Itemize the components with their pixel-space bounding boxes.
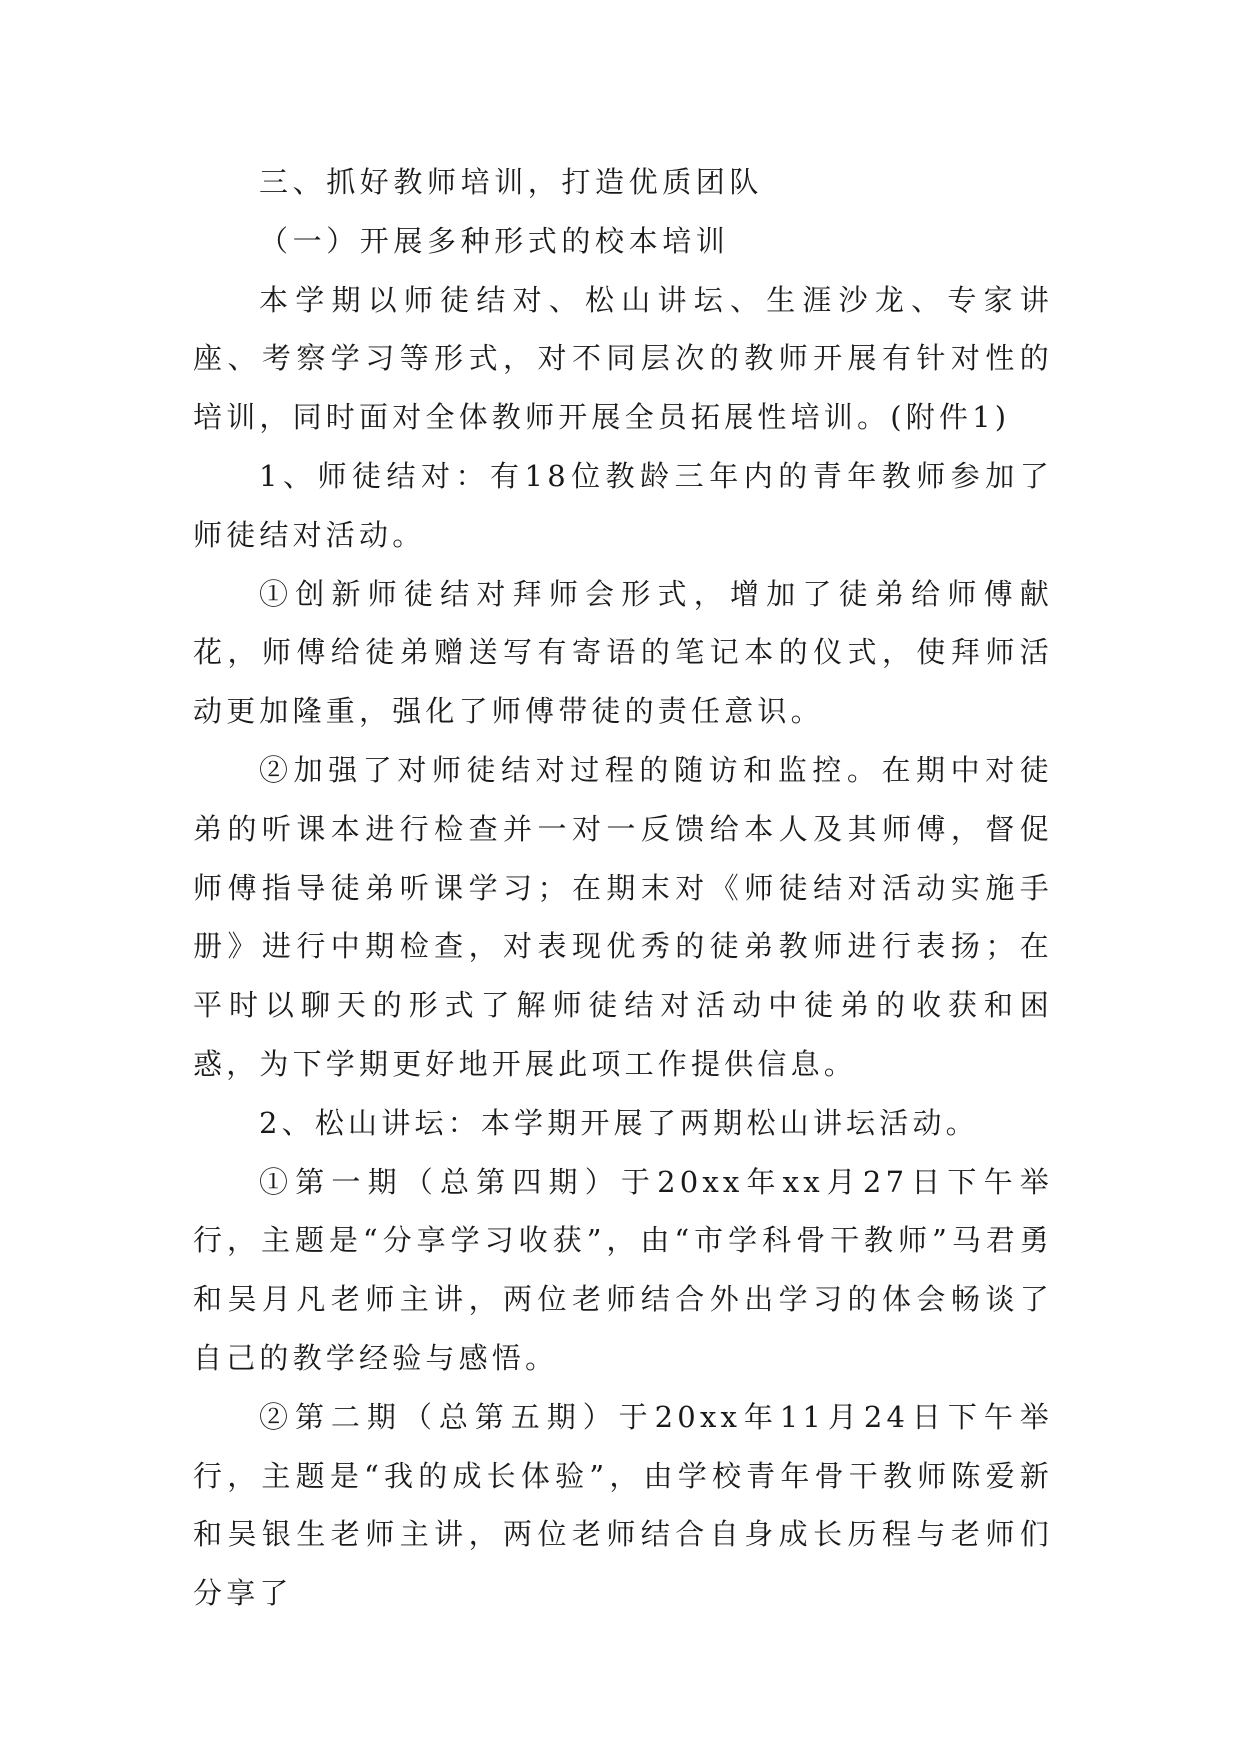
forum-item-2: ②第二期（总第五期）于20xx年11月24日下午举行，主题是“我的成长体验”，由学校青年骨干教师陈爱新和吴银生老师主讲，两位老师结合自身成长历程与老师们分享了	[193, 1399, 1053, 1611]
mentorship-paragraph: 1、师徒结对：有18位教龄三年内的青年教师参加了师徒结对活动。	[193, 458, 1053, 552]
subsection-heading: （一）开展多种形式的校本培训	[259, 223, 730, 258]
forum-item-1: ①第一期（总第四期）于20xx年xx月27日下午举行，主题是“分享学习收获”，由“市学科骨干教师”马君勇和吴月凡老师主讲，两位老师结合外出学习的体会畅谈了自己的教学经验与感悟。	[193, 1164, 1053, 1375]
forum-paragraph: 2、松山讲坛：本学期开展了两期松山讲坛活动。	[259, 1105, 979, 1140]
intro-paragraph: 本学期以师徒结对、松山讲坛、生涯沙龙、专家讲座、考察学习等形式，对不同层次的教师开展有针对性的培训，同时面对全体教师开展全员拓展性培训。(附件1)	[193, 282, 1053, 435]
document-body	[193, 153, 1053, 1623]
mentorship-item-2: ②加强了对师徒结对过程的随访和监控。在期中对徒弟的听课本进行检查并一对一反馈给本人及其师傅，督促师傅指导徒弟听课学习；在期末对《师徒结对活动实施手册》进行中期检查，对表现优秀的徒弟教师进行表扬；在平时以聊天的形式了解师徒结对活动中徒弟的收获和困惑，为下学期更好地开展此项工作提供信息。	[193, 752, 1053, 1081]
mentorship-item-1: ①创新师徒结对拜师会形式，增加了徒弟给师傅献花，师傅给徒弟赠送写有寄语的笔记本的仪式，使拜师活动更加隆重，强化了师傅带徒的责任意识。	[193, 576, 1053, 729]
section-heading: 三、抓好教师培训，打造优质团队	[259, 165, 764, 199]
